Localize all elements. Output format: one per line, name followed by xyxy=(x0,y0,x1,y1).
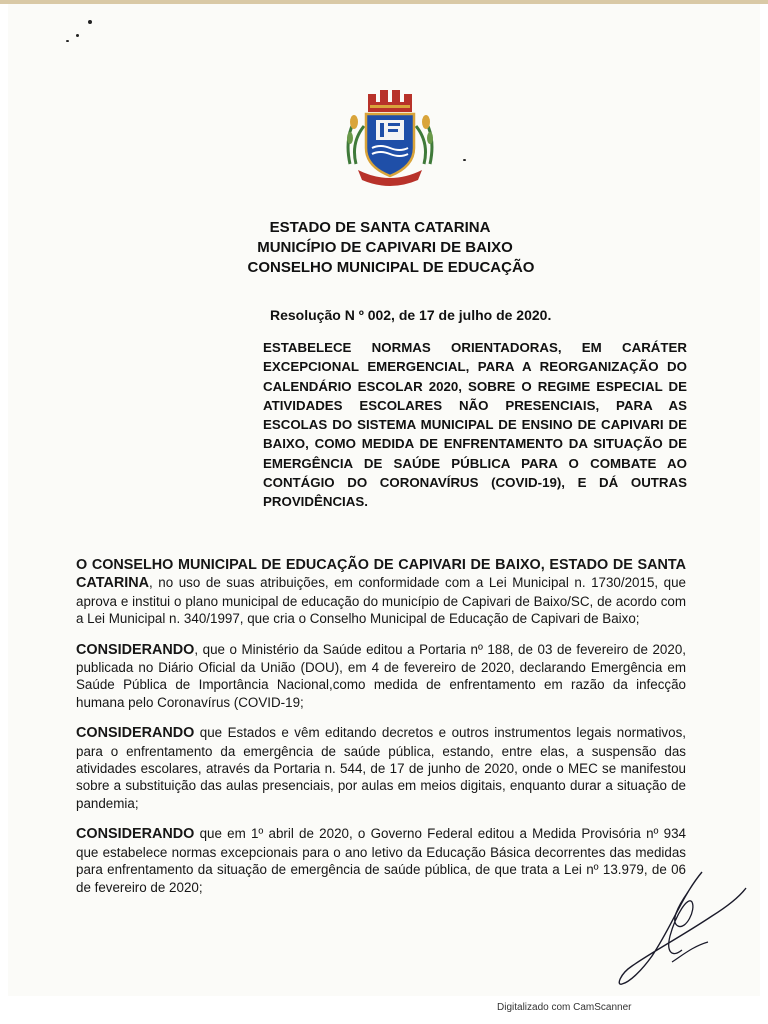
paragraph-preamble xyxy=(76,556,686,628)
scanner-watermark: Digitalizado com CamScanner xyxy=(497,1002,632,1013)
paragraph-considerando xyxy=(76,724,686,812)
scan-speck xyxy=(76,34,79,37)
scan-speck xyxy=(88,20,92,24)
paragraph-lead: CONSIDERANDO xyxy=(76,725,195,742)
scan-speck xyxy=(463,159,466,161)
document-header xyxy=(220,218,550,278)
header-council: CONSELHO MUNICIPAL DE EDUCAÇÃO xyxy=(247,259,535,276)
paragraph-text: que em 1º abril de 2020, o Governo Federal editou a Medida Provisória nº 934 que estabelece normas excepcionais para o ano letivo da Educação Básica decorrentes das medidas para enfrentamento da situação de emergência de saúde pública, de que trata a Lei nº 13.979, de 06 de fevereiro de 2020; xyxy=(76,826,686,895)
document-body xyxy=(76,556,686,909)
paragraph-lead: CONSIDERANDO xyxy=(76,826,195,843)
paragraph-considerando xyxy=(76,825,686,896)
paragraph-lead: CONSIDERANDO xyxy=(76,641,195,658)
header-state: ESTADO DE SANTA CATARINA xyxy=(269,219,491,236)
resolution-summary: ESTABELECE NORMAS ORIENTADORAS, EM CARÁTER EXCEPCIONAL EMERGENCIAL, PARA A REORGANIZAÇÃO DO CALENDÁRIO ESCOLAR 2020, SOBRE O REGIME ESPECIAL DE ATIVIDADES ESCOLARES NÃO PRESENCIAIS, PARA AS ESCOLAS DO SISTEMA MUNICIPAL DE ENSINO DE CAPIVARI DE BAIXO, COMO MEDIDA DE ENFRENTAMENTO DA SITUAÇÃO DE EMERGÊNCIA DE SAÚDE PÚBLICA PARA O COMBATE AO CONTÁGIO DO CORONAVÍRUS (COVID-19), E DÁ OUTRAS PROVIDÊNCIAS. xyxy=(263,340,687,510)
header-municipality: MUNICÍPIO DE CAPIVARI DE BAIXO xyxy=(257,239,513,256)
signature-icon xyxy=(612,866,752,990)
resolution-title: Resolução N º 002, de 17 de julho de 2020. xyxy=(270,307,552,323)
scan-speck xyxy=(66,40,69,42)
paragraph-considerando xyxy=(76,641,686,712)
paragraph-text: , no uso de suas atribuições, em conformidade com a Lei Municipal n. 1730/2015, que aprova e institui o plano municipal de educação do município de Capivari de Baixo/SC, de acordo com a Lei Municipal n. 340/1997, que cria o Conselho Municipal de Educação de Capivari de Baixo; xyxy=(76,575,686,627)
paragraph-lead: O CONSELHO MUNICIPAL DE EDUCAÇÃO DE CAPIVARI DE BAIXO, ESTADO DE SANTA CATARINA xyxy=(76,557,686,592)
paragraph-text: , que o Ministério da Saúde editou a Portaria nº 188, de 03 de fevereiro de 2020, publicada no Diário Oficial da União (DOU), em 4 de fevereiro de 2020, declarando Emergência em Saúde Pública de Importância Nacional,como medida de enfrentamento em razão da infecção humana pelo Coronavírus (COVID-19; xyxy=(76,641,686,710)
paragraph-text: que Estados e vêm editando decretos e outros instrumentos legais normativos, para o enfrentamento da emergência de saúde pública, estando, entre elas, a suspensão das atividades escolares, através da Portaria n. 544, de 17 de junho de 2020, onde o MEC se manifestou sobre a substituição das aulas presenciais, por aulas em meios digitais, enquanto durar a situação de pandemia; xyxy=(76,725,686,811)
coat-of-arms-icon xyxy=(338,86,442,192)
